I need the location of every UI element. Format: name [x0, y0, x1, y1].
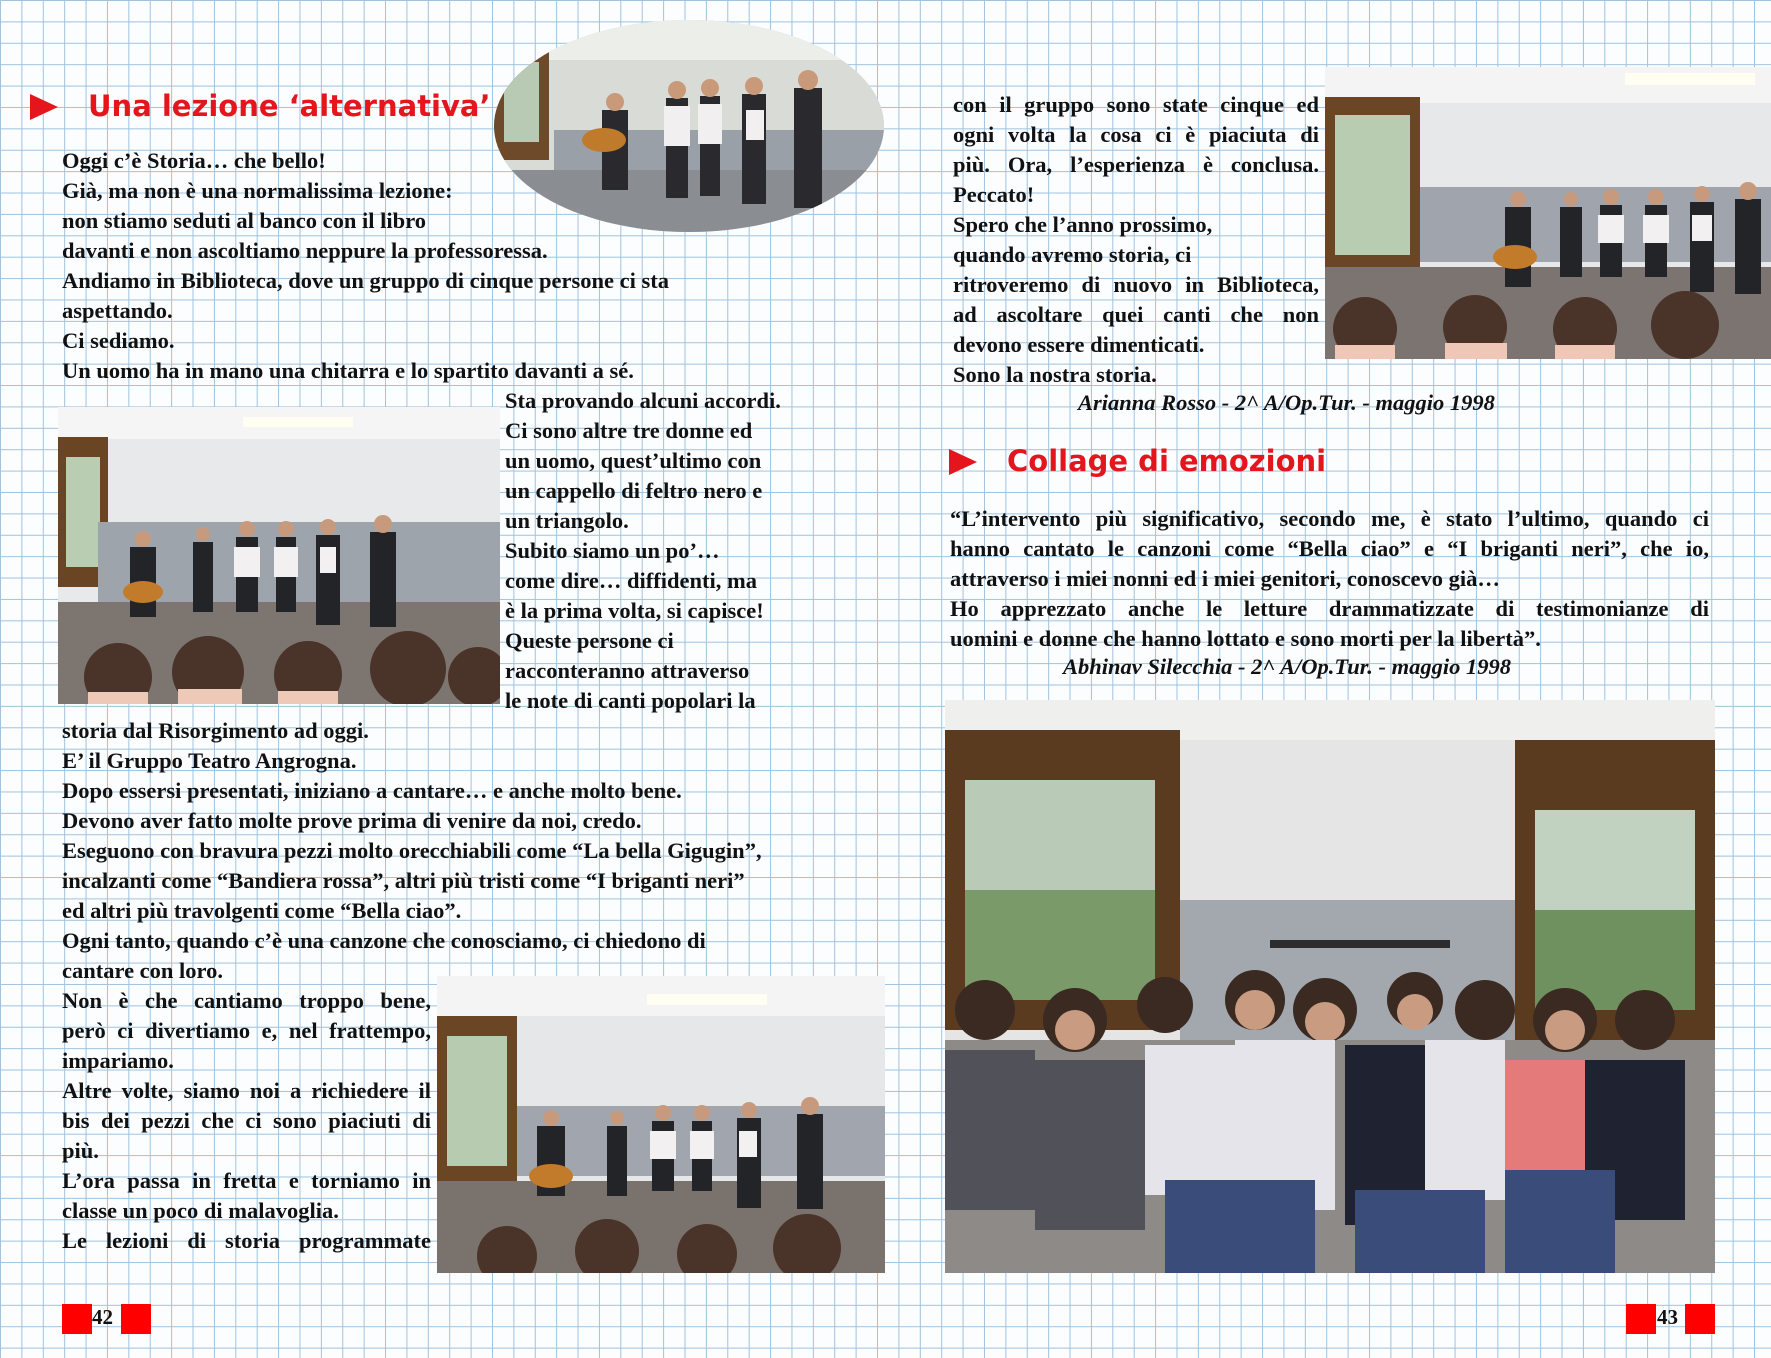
text-line: L’ora passa in fretta e torniamo in [62, 1168, 431, 1193]
page-number-left: 42 [92, 1305, 113, 1329]
text-line: Ogni tanto, quando c’è una canzone che conosciamo, ci chiedono di [62, 928, 706, 953]
text-line: più. [62, 1138, 99, 1163]
band-performance-photo [437, 976, 885, 1273]
page-number-marker-right [1685, 1304, 1715, 1334]
text-line: “L’intervento più significativo, secondo me, è stato l’ultimo, quando ci [950, 506, 1709, 531]
left-text-block-b [505, 386, 781, 716]
text-line: ad ascoltare quei canti che non [953, 302, 1319, 327]
right-article-title: Collage di emozioni [1007, 444, 1327, 478]
text-line: Ci sediamo. [62, 328, 175, 353]
text-line: però ci divertiamo e, nel frattempo, [62, 1018, 431, 1043]
text-line: cantare con loro. [62, 958, 224, 983]
text-line: racconteranno attraverso [505, 658, 750, 683]
text-line: Un uomo ha in mano una chitarra e lo spartito davanti a sé. [62, 358, 634, 383]
text-line: quando avremo storia, ci [953, 242, 1192, 267]
text-line: con il gruppo sono state cinque ed [953, 92, 1319, 117]
text-line: E’ il Gruppo Teatro Angrogna. [62, 748, 357, 773]
bullet-triangle-icon [30, 94, 58, 120]
page-number-marker-left [1626, 1304, 1656, 1334]
text-line: Devono aver fatto molte prove prima di venire da noi, credo. [62, 808, 642, 833]
text-line: è la prima volta, si capisce! [505, 598, 764, 623]
right-text-block-a [953, 90, 1319, 390]
text-line: ogni volta la cosa ci è piaciuta di [953, 122, 1319, 147]
text-line: Subito siamo un po’… [505, 538, 720, 563]
text-line: Sta provando alcuni accordi. [505, 388, 781, 413]
students-seated-photo [945, 700, 1715, 1273]
text-line: Queste persone ci [505, 628, 674, 653]
text-line: bis dei pezzi che ci sono piaciuti di [62, 1108, 431, 1133]
bullet-triangle-icon [949, 449, 977, 475]
text-line: Peccato! [953, 182, 1035, 207]
text-line: Dopo essersi presentati, iniziano a cantare… e anche molto bene. [62, 778, 682, 803]
text-line: classe un poco di malavoglia. [62, 1198, 339, 1223]
left-text-block-d [62, 986, 431, 1256]
text-line: non stiamo seduti al banco con il libro [62, 208, 427, 233]
audience-band-photo [1325, 67, 1771, 359]
text-line: Altre volte, siamo noi a richiedere il [62, 1078, 431, 1103]
text-line: più. Ora, l’esperienza è conclusa. [953, 152, 1319, 177]
text-line: Già, ma non è una normalissima lezione: [62, 178, 453, 203]
text-line: impariamo. [62, 1048, 174, 1073]
band-classroom-photo [58, 407, 500, 704]
text-line: come dire… diffidenti, ma [505, 568, 758, 593]
text-line: ed altri più travolgenti come “Bella ciao”. [62, 898, 462, 923]
signature-abhinav: Abhinav Silecchia - 2^ A/Op.Tur. - maggio 1998 [1063, 654, 1512, 679]
page-number-right: 43 [1657, 1305, 1678, 1329]
text-line: un cappello di feltro nero e [505, 478, 763, 503]
text-line: aspettando. [62, 298, 173, 323]
text-line: Andiamo in Biblioteca, dove un gruppo di cinque persone ci sta [62, 268, 669, 293]
page-number-marker-left [62, 1304, 92, 1334]
text-line: le note di canti popolari la [505, 688, 756, 713]
left-text-block-c [62, 716, 762, 986]
text-line: Sono la nostra storia. [953, 362, 1157, 387]
text-line: Spero che l’anno prossimo, [953, 212, 1213, 237]
left-article-title: Una lezione ‘alternativa’ [88, 89, 491, 123]
text-line: Eseguono con bravura pezzi molto orecchiabili come “La bella Gigugin”, [62, 838, 762, 863]
signature-arianna: Arianna Rosso - 2^ A/Op.Tur. - maggio 1998 [1078, 390, 1495, 415]
text-line: Le lezioni di storia programmate [62, 1228, 431, 1253]
text-line: storia dal Risorgimento ad oggi. [62, 718, 369, 743]
text-line: incalzanti come “Bandiera rossa”, altri più tristi come “I briganti neri” [62, 868, 745, 893]
text-line: attraverso i miei nonni ed i miei genitori, conoscevo già… [950, 566, 1500, 591]
text-line: Ci sono altre tre donne ed [505, 418, 753, 443]
text-line: Ho apprezzato anche le letture drammatizzate di testimonianze di [950, 596, 1709, 621]
left-text-block-a [62, 146, 669, 386]
text-line: ritroveremo di nuovo in Biblioteca, [953, 272, 1319, 297]
page-number-marker-right [121, 1304, 151, 1334]
text-line: un uomo, quest’ultimo con [505, 448, 762, 473]
text-line: hanno cantato le canzoni come “Bella ciao” e “I briganti neri”, che io, [950, 536, 1709, 561]
text-line: un triangolo. [505, 508, 629, 533]
right-text-block-b [950, 504, 1709, 654]
text-line: Oggi c’è Storia… che bello! [62, 148, 326, 173]
text-line: davanti e non ascoltiamo neppure la professoressa. [62, 238, 548, 263]
text-line: uomini e donne che hanno lottato e sono morti per la libertà”. [950, 626, 1541, 651]
text-line: Non è che cantiamo troppo bene, [62, 988, 431, 1013]
text-line: devono essere dimenticati. [953, 332, 1205, 357]
